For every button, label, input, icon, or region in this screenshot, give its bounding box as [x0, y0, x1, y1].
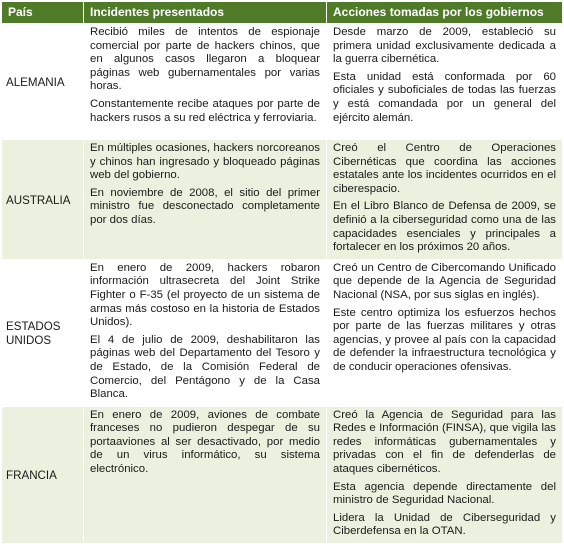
- incident-paragraph: En múltiples ocasiones, hackers norcoreanos y chinos han ingresado y bloqueado páginas web del gobierno.: [90, 142, 320, 182]
- cyber-incidents-table: [1, 1, 563, 544]
- action-paragraph: Creó el Centro de Operaciones Cibernéticas que coordina las acciones estatales ante los incidentes ocurridos en el ciberespacio.: [333, 142, 556, 195]
- action-paragraph: Creó la Agencia de Seguridad para las Redes e Información (FINSA), que vigila las redes informáticas gubernamentales y privadas con el fin de defenderlas de ataques cibernéticos.: [333, 408, 556, 476]
- action-paragraph: Esta unidad está conformada por 60 oficiales y suboficiales de todas las fuerzas y está comandada por un general del ejército alemán.: [333, 70, 556, 124]
- header-row: [2, 2, 563, 24]
- country-cell: FRANCIA: [2, 406, 84, 543]
- incident-paragraph: Constantemente recibe ataques por parte de hackers rusos a su red eléctrica y ferroviaria.: [90, 97, 320, 124]
- actions-cell: [327, 140, 563, 260]
- incident-paragraph: Recibió miles de intentos de espionaje comercial por parte de hackers chinos, que en algunos casos llegaron a bloquear páginas web gubernamentales por varias horas.: [90, 26, 320, 93]
- actions-cell: [327, 406, 563, 543]
- incident-paragraph: En enero de 2009, hackers robaron información ultrasecreta del Joint Strike Fighter o F-35 (el proyecto de un sistema de armas más costoso en la historia de Estados Unidos).: [90, 261, 320, 329]
- country-cell: ESTADOS UNIDOS: [2, 259, 84, 406]
- action-paragraph: Creó un Centro de Cibercomando Unificado que depende de la Agencia de Seguridad Nacional (NSA, por sus siglas en inglés).: [333, 261, 556, 301]
- row-estados-unidos: [2, 259, 563, 406]
- action-paragraph: Esta agencia depende directamente del ministro de Seguridad Nacional.: [333, 480, 556, 507]
- actions-cell: [327, 24, 563, 140]
- incidents-cell: [84, 140, 327, 260]
- incidents-cell: [84, 24, 327, 140]
- incident-paragraph: En noviembre de 2008, el sitio del primer ministro fue desconectado completamente por dos días.: [90, 186, 320, 226]
- action-paragraph: Este centro optimiza los esfuerzos hechos por parte de las fuerzas militares y otras agencias, y provee al país con la capacidad de defender la infraestructura tecnológica y de conducir operaciones ofensivas.: [333, 306, 556, 373]
- row-australia: [2, 140, 563, 260]
- action-paragraph: Lidera la Unidad de Ciberseguridad y Ciberdefensa en la OTAN.: [333, 511, 556, 538]
- row-alemania: [2, 24, 563, 140]
- row-francia: [2, 406, 563, 543]
- header-actions: Acciones tomadas por los gobiernos: [327, 2, 563, 24]
- actions-cell: [327, 259, 563, 406]
- country-cell: AUSTRALIA: [2, 140, 84, 260]
- country-cell: ALEMANIA: [2, 24, 84, 140]
- incidents-cell: [84, 406, 327, 543]
- action-paragraph: En el Libro Blanco de Defensa de 2009, se definió a la ciberseguridad como una de las capacidades esenciales y principales a fortalecer en los próximos 20 años.: [333, 200, 556, 254]
- incidents-cell: [84, 259, 327, 406]
- header-country: País: [2, 2, 84, 24]
- incident-paragraph: En enero de 2009, aviones de combate franceses no pudieron despegar de su portaaviones al ser desactivado, por medio de un virus informático, su sistema electrónico.: [90, 408, 320, 476]
- action-paragraph: Desde marzo de 2009, estableció su primera unidad exclusivamente dedicada a la guerra cibernética.: [333, 26, 556, 66]
- incident-paragraph: El 4 de julio de 2009, deshabilitaron las páginas web del Departamento del Tesoro y de Estado, de la Comisión Federal de Comercio, del Pentágono y de la Casa Blanca.: [90, 333, 320, 401]
- header-incidents: Incidentes presentados: [84, 2, 327, 24]
